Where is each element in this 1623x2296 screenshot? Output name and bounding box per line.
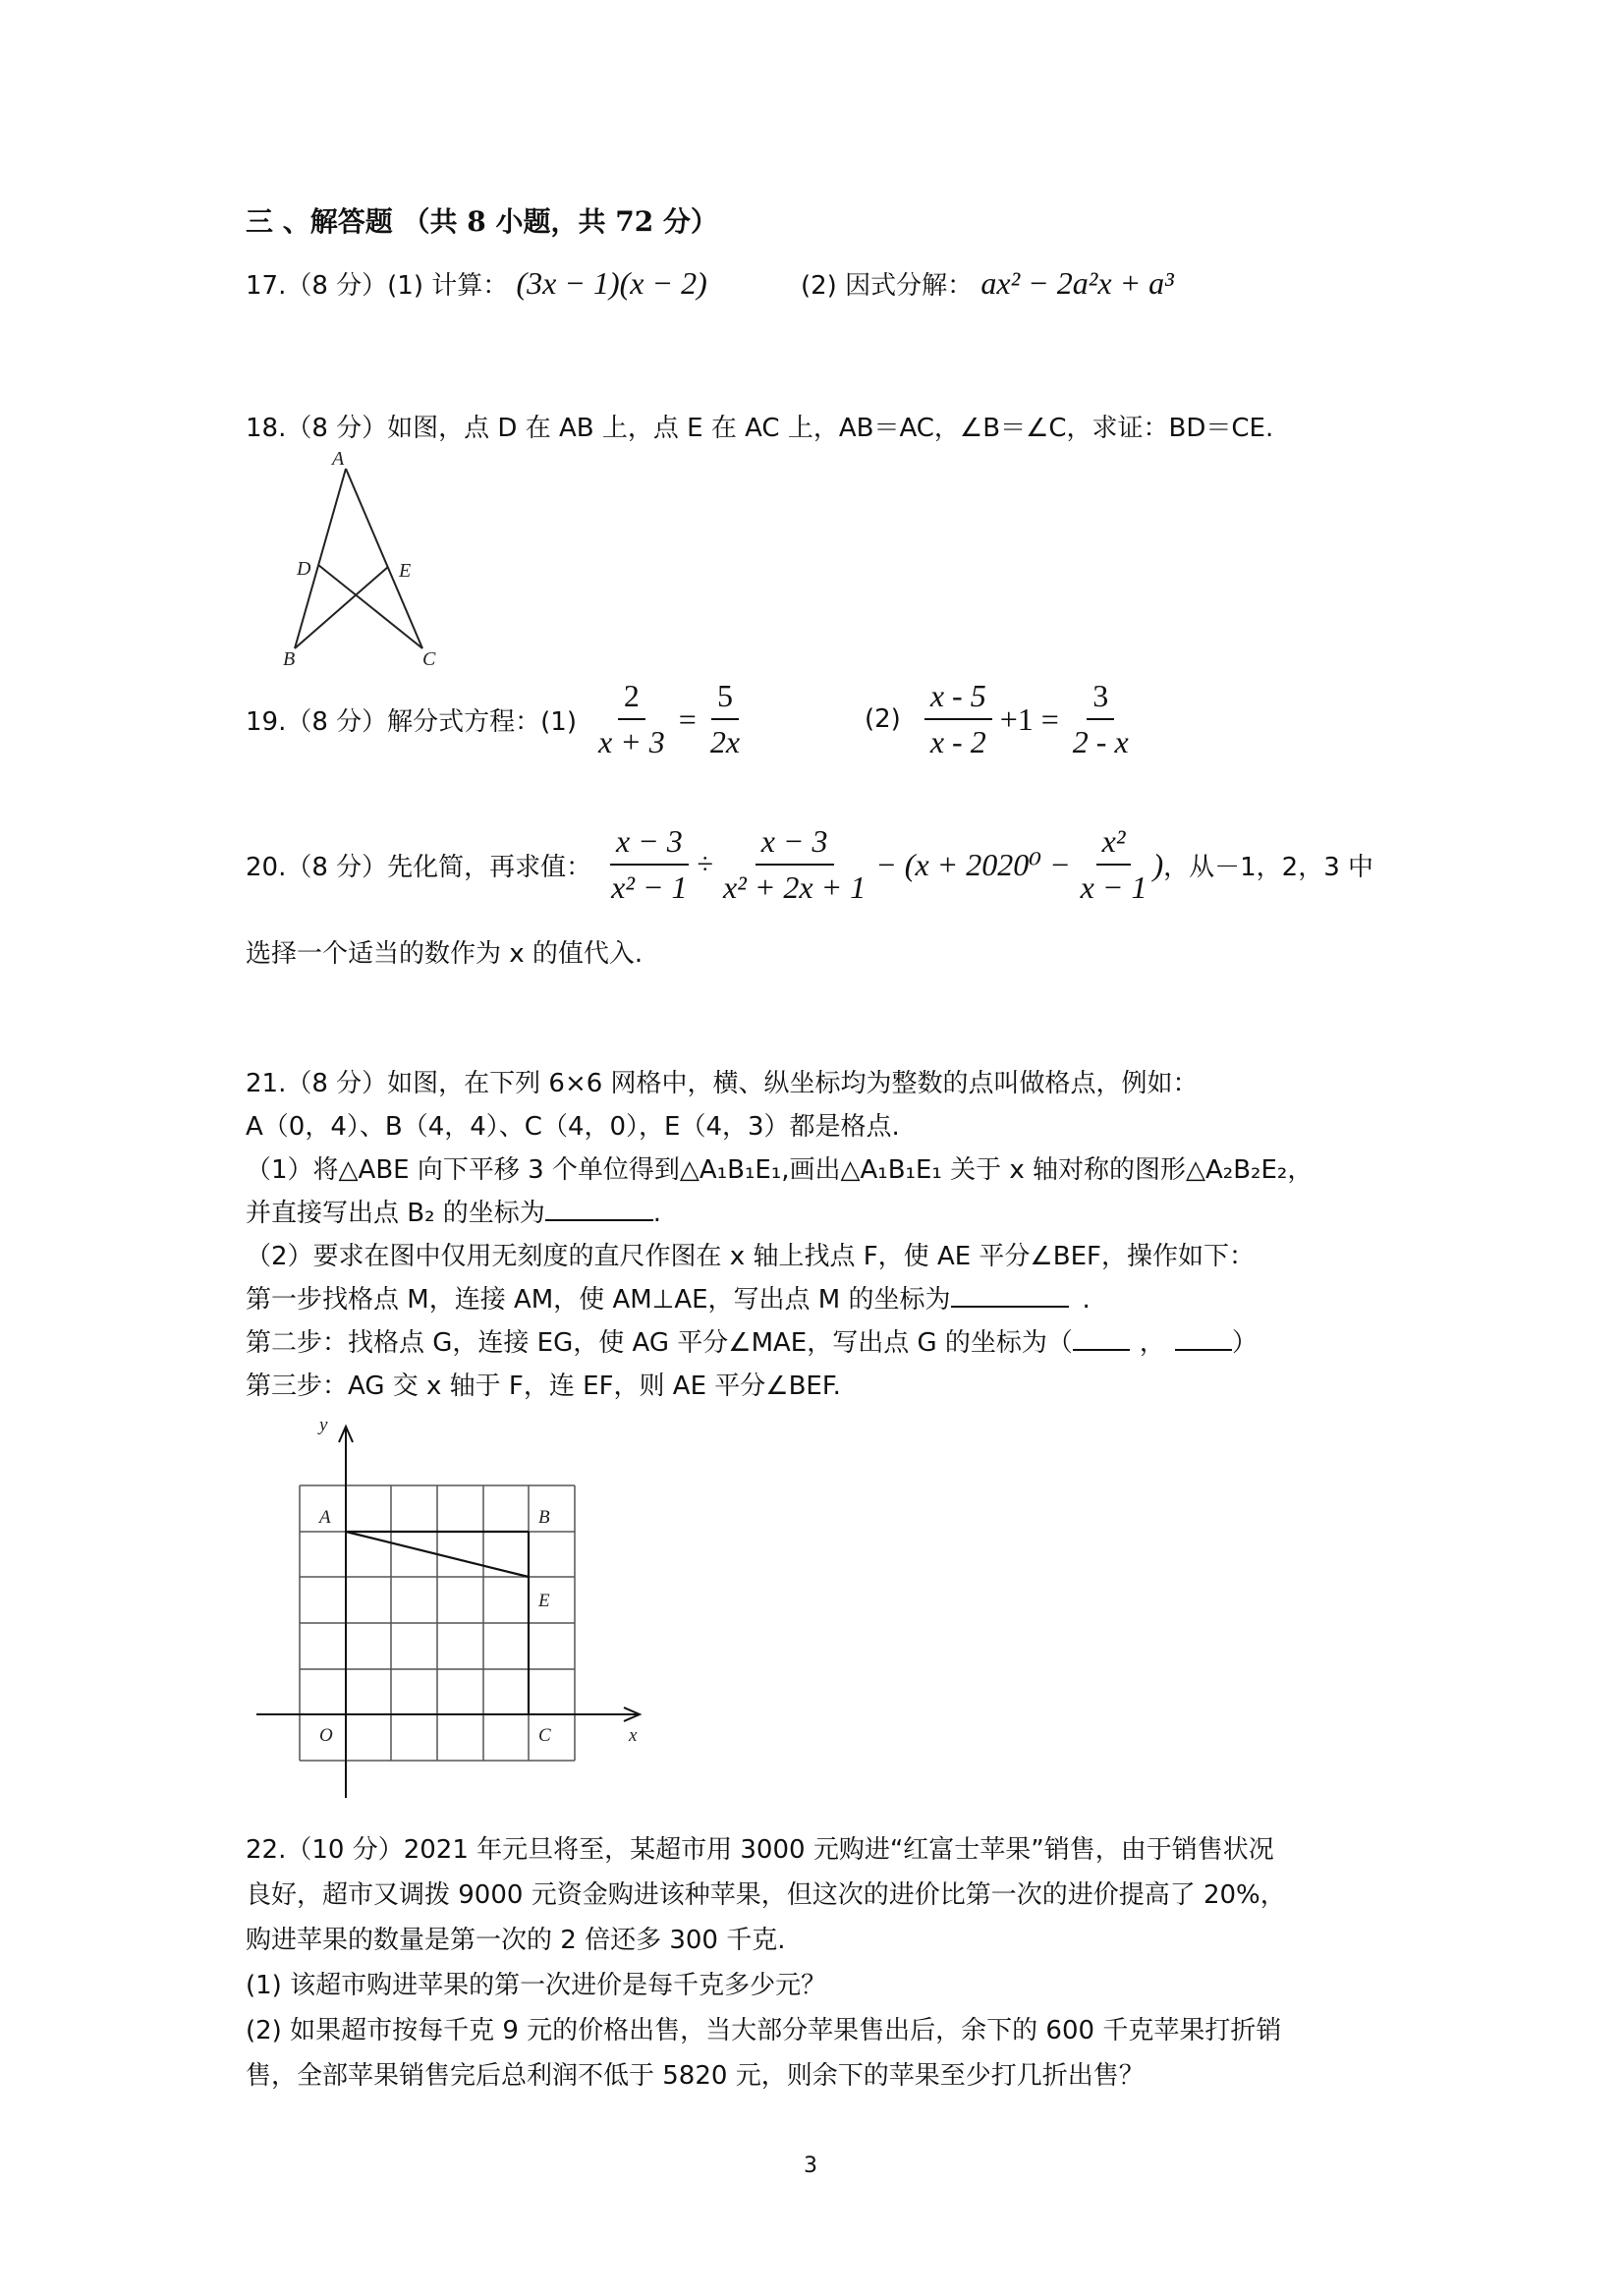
grid-label-a: A xyxy=(319,1507,331,1528)
q22-line6: 售，全部苹果销售完后总利润不低于 5820 元，则余下的苹果至少打几折出售？ xyxy=(246,2061,1145,2091)
question-20 xyxy=(246,815,1373,914)
label-a: A xyxy=(332,448,345,470)
grid-label-y: y xyxy=(319,1415,328,1435)
grid-label-o: O xyxy=(319,1725,333,1746)
grid-label-x: x xyxy=(629,1725,638,1746)
label-e: E xyxy=(399,560,412,582)
axes xyxy=(256,1427,640,1798)
answer-blank-g-y[interactable] xyxy=(1175,1349,1232,1351)
q21-line8: 第三步：AG 交 x 轴于 F，连 EF，则 AE 平分∠BEF. xyxy=(246,1372,841,1401)
q20-head: 20.（8 分）先化简，再求值： xyxy=(246,852,592,882)
q20-frac3: $\frac{\text{x²}}{x - 1}$ xyxy=(1080,823,1147,905)
q22-line2: 良好，超市又调拨 9000 元资金购进该种苹果，但这次的进价比第一次的进价提高了 20%， xyxy=(246,1880,1286,1910)
q20-line2: 选择一个适当的数作为 x 的值代入. xyxy=(246,939,644,969)
q17-head: 17.（8 分）(1) 计算： xyxy=(246,271,509,301)
q19-part2-label: (2) xyxy=(865,704,901,734)
q19-head: 19.（8 分）解分式方程：(1) xyxy=(246,706,577,737)
answer-blank-g-x[interactable] xyxy=(1073,1349,1130,1351)
question-19-part2 xyxy=(865,670,1135,768)
label-d: D xyxy=(297,558,311,580)
triangle-figure xyxy=(275,447,452,673)
side-ac xyxy=(346,469,422,648)
q19-eq1-equals: = xyxy=(678,700,697,737)
q20-paren: − (x + 2020⁰ − xyxy=(875,847,1071,882)
q22-line5: (2) 如果超市按每千克 9 元的价格出售，当大部分苹果售出后，余下的 600 千克苹果打折销 xyxy=(246,2016,1282,2045)
q21-line5: （2）要求在图中仅用无刻度的直尺作图在 x 轴上找点 F，使 AE 平分∠BEF，操作如下： xyxy=(246,1242,1255,1271)
q22-line3: 购进苹果的数量是第一次的 2 倍还多 300 千克. xyxy=(246,1926,786,1955)
section-title: 三 、解答题 （共 8 小题，共 72 分） xyxy=(246,205,718,238)
q21-line7: 第二步：找格点 G，连接 EG，使 AG 平分∠MAE，写出点 G 的坐标为（ ， ） xyxy=(246,1328,1258,1358)
q19-eq1-frac1: $\frac{2}{x + 3}$ xyxy=(598,678,665,759)
q21-line3: （1）将△ABE 向下平移 3 个单位得到△A₁B₁E₁,画出△A₁B₁E₁ 关于 x 轴对称的图形△A₂B₂E₂， xyxy=(246,1155,1314,1185)
q20-tail: ，从－1，2，3 中 xyxy=(1163,852,1374,882)
q21-line2: A（0，4）、B（4，4）、C（4，0），E（4，3）都是格点. xyxy=(246,1112,900,1142)
q22-line1: 22.（10 分）2021 年元旦将至，某超市用 3000 元购进“红富士苹果”销售，由于销售状况 xyxy=(246,1835,1274,1865)
q19-eq2-frac2: $\frac{3}{2 - x}$ xyxy=(1072,678,1129,759)
q22-line4: (1) 该超市购进苹果的第一次进价是每千克多少元？ xyxy=(246,1971,827,2000)
q21-line4: 并直接写出点 B₂ 的坐标为 . xyxy=(246,1199,662,1228)
label-c: C xyxy=(422,648,436,670)
grid-label-b: B xyxy=(538,1507,550,1528)
q20-div: ÷ xyxy=(697,848,714,880)
q20-frac1: $\frac{x - 3}{\text{x² − 1}}$ xyxy=(611,823,688,905)
question-18: 18.（8 分）如图，点 D 在 AB 上，点 E 在 AC 上，AB＝AC，∠B＝∠C，求证：BD＝CE. xyxy=(246,414,1274,443)
grid-lines xyxy=(300,1485,575,1761)
q19-eq2-mid: +1 = xyxy=(999,700,1059,737)
answer-blank-b2[interactable] xyxy=(545,1219,653,1221)
q17-expr2: ax² − 2a²x + a³ xyxy=(980,265,1174,301)
q21-line6: 第一步找格点 M，连接 AM，使 AM⊥AE，写出点 M 的坐标为 . xyxy=(246,1285,1091,1315)
q20-close: ) xyxy=(1152,846,1164,882)
q17-expr1: (3x − 1)(x − 2) xyxy=(516,265,707,301)
label-b: B xyxy=(283,648,296,670)
q19-eq1-frac2: $\frac{5}{2x}$ xyxy=(709,678,741,759)
grid-label-e: E xyxy=(538,1591,550,1611)
q17-part2-label: (2) 因式分解： xyxy=(801,271,974,301)
coordinate-grid xyxy=(251,1415,663,1808)
question-17-part2 xyxy=(801,265,1174,302)
q21-line1: 21.（8 分）如图，在下列 6×6 网格中，横、纵坐标均为整数的点叫做格点，例如： xyxy=(246,1069,1199,1098)
question-19 xyxy=(246,670,746,768)
grid-label-c: C xyxy=(538,1725,551,1746)
q20-frac2: $\frac{x - 3}{\text{x² + 2x + 1}}$ xyxy=(723,823,867,905)
q19-eq2-frac1: $\frac{x - 5}{x - 2}$ xyxy=(924,678,992,760)
question-17 xyxy=(246,265,707,302)
page-number: 3 xyxy=(804,2154,817,2178)
answer-blank-m[interactable] xyxy=(951,1306,1069,1308)
